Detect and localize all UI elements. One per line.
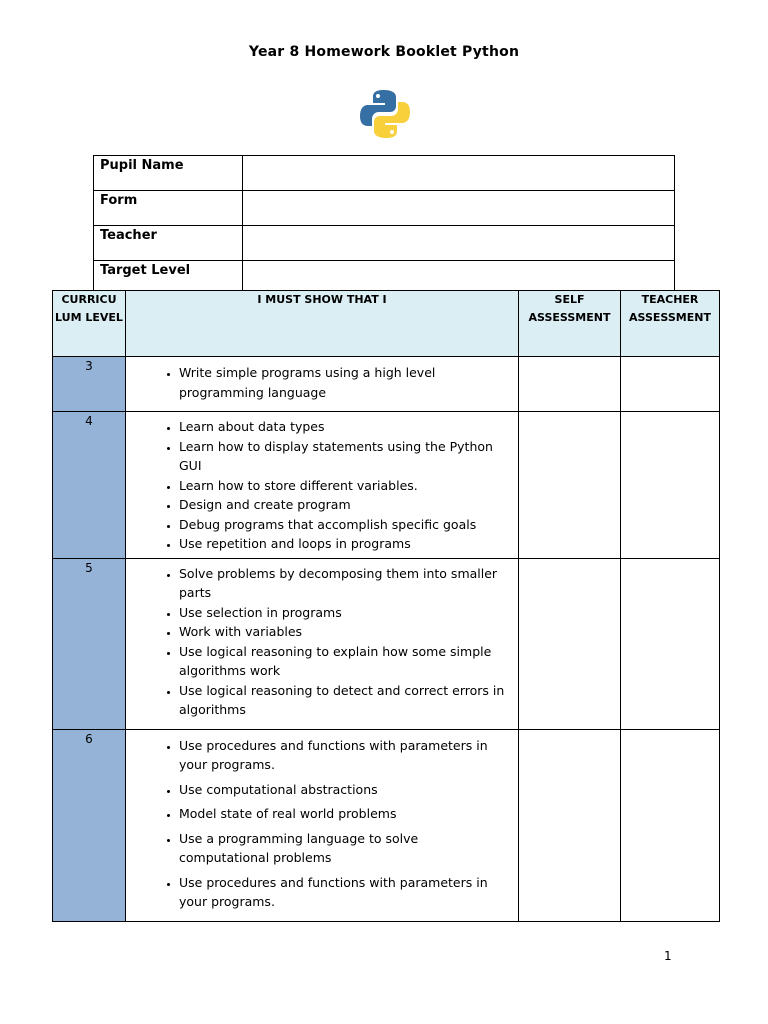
- objective-item: • Solve problems by decomposing them into smaller parts: [179, 564, 510, 603]
- assessment-table: [52, 290, 720, 922]
- objective-item: • Debug programs that accomplish specific goals: [179, 515, 510, 535]
- self-assessment-cell[interactable]: [519, 558, 621, 729]
- self-assessment-cell[interactable]: [519, 357, 621, 412]
- objectives-cell: [126, 729, 519, 921]
- objective-item: • Use logical reasoning to detect and correct errors in algorithms: [179, 681, 510, 720]
- teacher-field[interactable]: [243, 226, 675, 261]
- teacher-assessment-cell[interactable]: [621, 357, 720, 412]
- pupil-info-row: [94, 156, 675, 191]
- pupil-info-table: [93, 155, 675, 296]
- curriculum-level-header: CURRICU LUM LEVEL: [53, 291, 126, 357]
- level-row-6: [53, 729, 720, 921]
- objective-item: • Use procedures and functions with parameters in your programs.: [179, 736, 510, 775]
- objectives-cell: [126, 558, 519, 729]
- teacher-assessment-cell[interactable]: [621, 729, 720, 921]
- level-cell: 4: [53, 412, 126, 559]
- objective-item: • Design and create program: [179, 495, 510, 515]
- level-row-3: [53, 357, 720, 412]
- level-row-4: [53, 412, 720, 559]
- teacher-assessment-cell[interactable]: [621, 412, 720, 559]
- objective-item: • Learn how to display statements using the Python GUI: [179, 437, 510, 476]
- teacher-assessment-header: TEACHER ASSESSMENT: [621, 291, 720, 357]
- objective-item: • Use computational abstractions: [179, 780, 510, 800]
- assessment-header-row: [53, 291, 720, 357]
- teacher-label: Teacher: [94, 226, 243, 261]
- document-title: Year 8 Homework Booklet Python: [248, 44, 520, 60]
- level-cell: 5: [53, 558, 126, 729]
- objective-item: • Use a programming language to solve computational problems: [179, 829, 510, 868]
- page-number: 1: [664, 949, 672, 963]
- form-label: Form: [94, 191, 243, 226]
- objective-item: • Learn about data types: [179, 417, 510, 437]
- objective-item: • Write simple programs using a high level programming language: [179, 363, 510, 402]
- pupil-name-field[interactable]: [243, 156, 675, 191]
- level-cell: 3: [53, 357, 126, 412]
- objectives-cell: [126, 357, 519, 412]
- objective-item: • Model state of real world problems: [179, 804, 510, 824]
- objective-item: • Learn how to store different variables.: [179, 476, 510, 496]
- self-assessment-header: SELF ASSESSMENT: [519, 291, 621, 357]
- target-level-label: Target Level: [94, 261, 243, 296]
- objective-item: • Use procedures and functions with parameters in your programs.: [179, 873, 510, 912]
- pupil-name-label: Pupil Name: [94, 156, 243, 191]
- level-cell: 6: [53, 729, 126, 921]
- form-field[interactable]: [243, 191, 675, 226]
- objective-item: • Work with variables: [179, 622, 510, 642]
- objective-item: • Use repetition and loops in programs: [179, 534, 510, 554]
- pupil-info-row: [94, 226, 675, 261]
- python-logo-icon: [358, 87, 412, 141]
- objective-item: • Use selection in programs: [179, 603, 510, 623]
- must-show-header: I MUST SHOW THAT I: [126, 291, 519, 357]
- objectives-cell: [126, 412, 519, 559]
- objective-item: • Use logical reasoning to explain how some simple algorithms work: [179, 642, 510, 681]
- self-assessment-cell[interactable]: [519, 412, 621, 559]
- teacher-assessment-cell[interactable]: [621, 558, 720, 729]
- level-row-5: [53, 558, 720, 729]
- pupil-info-row: [94, 191, 675, 226]
- self-assessment-cell[interactable]: [519, 729, 621, 921]
